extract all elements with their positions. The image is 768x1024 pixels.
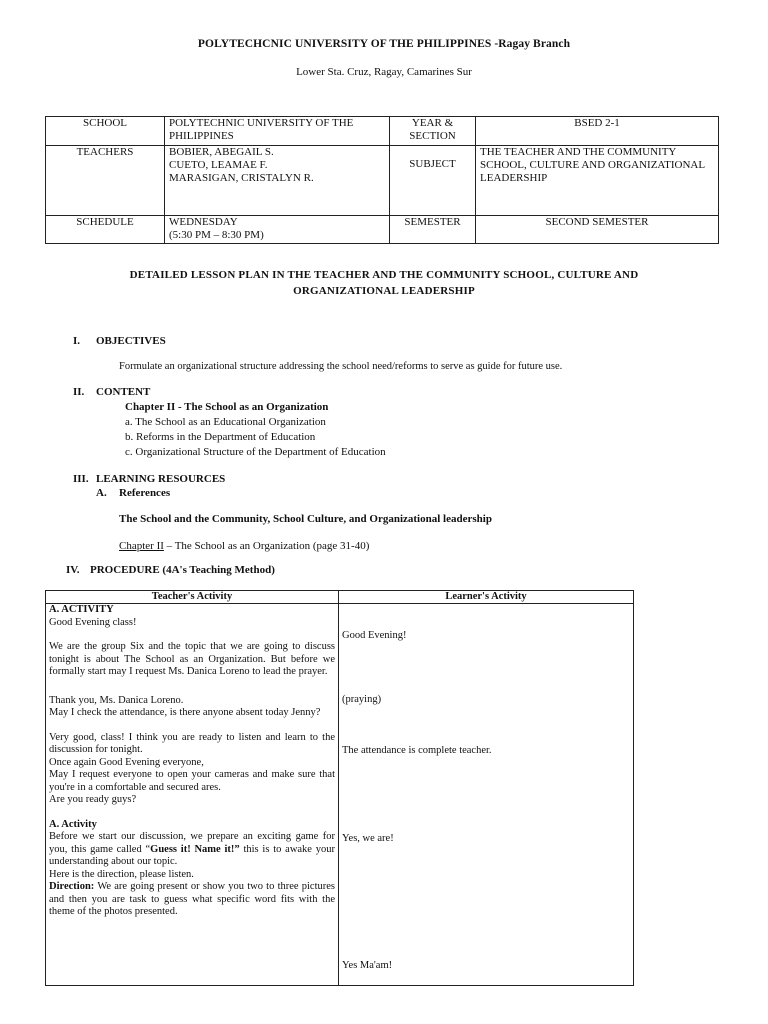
thanks-line: Thank you, Ms. Danica Loreno.	[49, 694, 184, 706]
direction-label: Direction:	[49, 881, 95, 892]
chapter-rest: – The School as an Organization (page 31-40)	[163, 540, 370, 552]
ready-paragraph: Very good, class! I think you are ready to listen and learn to the discussion for tonight.	[49, 731, 335, 755]
schedule-time: (5:30 PM – 8:30 PM)	[169, 229, 264, 241]
content-heading: CONTENT	[96, 386, 151, 398]
schedule-label: SCHEDULE	[46, 216, 165, 244]
teacher-name: CUETO, LEAMAE F.	[169, 159, 268, 171]
resources-heading: LEARNING RESOURCES	[96, 473, 226, 485]
school-label: SCHOOL	[46, 117, 165, 146]
schedule-value	[165, 216, 390, 244]
teacher-activity-cell	[46, 604, 339, 986]
direction-line: Here is the direction, please listen.	[49, 868, 194, 880]
learner-response: Yes Ma'am!	[342, 960, 393, 971]
content-item: a. The School as an Educational Organization	[125, 416, 326, 428]
reference-chapter	[119, 540, 369, 552]
title-line: ORGANIZATIONAL LEADERSHIP	[293, 285, 475, 297]
title-line: DETAILED LESSON PLAN IN THE TEACHER AND THE COMMUNITY SCHOOL, CULTURE AND	[129, 269, 639, 281]
teachers-label: TEACHERS	[46, 146, 165, 216]
subject-label: SUBJECT	[390, 146, 476, 216]
lesson-plan-title	[60, 267, 708, 299]
game-purpose: this is to awake your understanding about our topic.	[49, 843, 335, 867]
content-item: b. Reforms in the Department of Education	[125, 431, 316, 443]
game-name: Guess it! Name it!”	[150, 843, 240, 855]
learner-response: The attendance is complete teacher.	[342, 745, 492, 756]
teacher-name: BOBIER, ABEGAIL S.	[169, 146, 274, 158]
learner-response: (praying)	[342, 694, 382, 705]
learner-response: Yes, we are!	[342, 833, 394, 844]
content-numeral: II.	[73, 386, 85, 398]
direction-paragraph	[49, 881, 335, 919]
year-section-label: YEAR & SECTION	[390, 117, 476, 146]
content-items	[125, 415, 386, 460]
ready-question: Are you ready guys?	[49, 794, 137, 805]
procedure-numeral: IV.	[66, 564, 80, 576]
objectives-heading: OBJECTIVES	[96, 335, 166, 347]
teacher-name: MARASIGAN, CRISTALYN R.	[169, 172, 314, 184]
ready-greeting: Once again Good Evening everyone,	[49, 756, 204, 768]
university-header: POLYTECHCNIC UNIVERSITY OF THE PHILIPPINES -Ragay Branch	[197, 38, 571, 50]
reference-title: The School and the Community, School Culture, and Organizational leadership	[119, 513, 492, 525]
objectives-numeral: I.	[73, 335, 81, 347]
resources-numeral: III.	[73, 473, 89, 485]
learner-activity-header: Learner's Activity	[339, 591, 634, 604]
chapter-link[interactable]: Chapter II	[119, 540, 164, 552]
direction-text: We are going present or show you two to three pictures and then you are task to guess what specific word fits with the theme of the photos presented.	[49, 881, 335, 917]
content-chapter: Chapter II - The School as an Organization	[125, 401, 329, 413]
semester-value: SECOND SEMESTER	[476, 216, 719, 244]
learner-response: Good Evening!	[342, 630, 407, 641]
year-section-value: BSED 2-1	[476, 117, 719, 146]
references-numeral: A.	[96, 487, 107, 499]
objectives-text: Formulate an organizational structure addressing the school need/reforms to serve as guide for future use.	[119, 361, 563, 372]
activity2-heading: A. Activity	[49, 818, 97, 830]
activity-heading: A. ACTIVITY	[49, 604, 114, 615]
school-value: POLYTECHNIC UNIVERSITY OF THE PHILIPPINES	[165, 117, 390, 146]
intro-paragraph: We are the group Six and the topic that we are going to discuss tonight is about The School as an Organization. But before we formally start may I request Ms. Danica Loreno to lead the prayer.	[49, 641, 335, 677]
semester-label: SEMESTER	[390, 216, 476, 244]
attendance-question: May I check the attendance, is there anyone absent today Jenny?	[49, 707, 321, 718]
content-item: c. Organizational Structure of the Department of Education	[125, 446, 386, 458]
game-intro: Before we start our discussion, we prepare an exciting game for you, this game called “	[49, 831, 335, 855]
teachers-value	[165, 146, 390, 216]
subject-value: THE TEACHER AND THE COMMUNITY SCHOOL, CULTURE AND ORGANIZATIONAL LEADERSHIP	[476, 146, 719, 216]
references-heading: References	[119, 487, 171, 499]
procedure-table	[45, 590, 634, 986]
camera-request: May I request everyone to open your cameras and make sure that you're in a comfortable and secured ares.	[49, 769, 335, 793]
greeting: Good Evening class!	[49, 616, 137, 628]
info-table	[45, 116, 719, 244]
procedure-heading: PROCEDURE (4A's Teaching Method)	[90, 564, 275, 576]
learner-activity-cell	[339, 604, 634, 986]
game-paragraph	[49, 831, 335, 869]
teacher-activity-header: Teacher's Activity	[46, 591, 339, 604]
schedule-day: WEDNESDAY	[169, 216, 238, 228]
address-line: Lower Sta. Cruz, Ragay, Camarines Sur	[296, 66, 472, 78]
